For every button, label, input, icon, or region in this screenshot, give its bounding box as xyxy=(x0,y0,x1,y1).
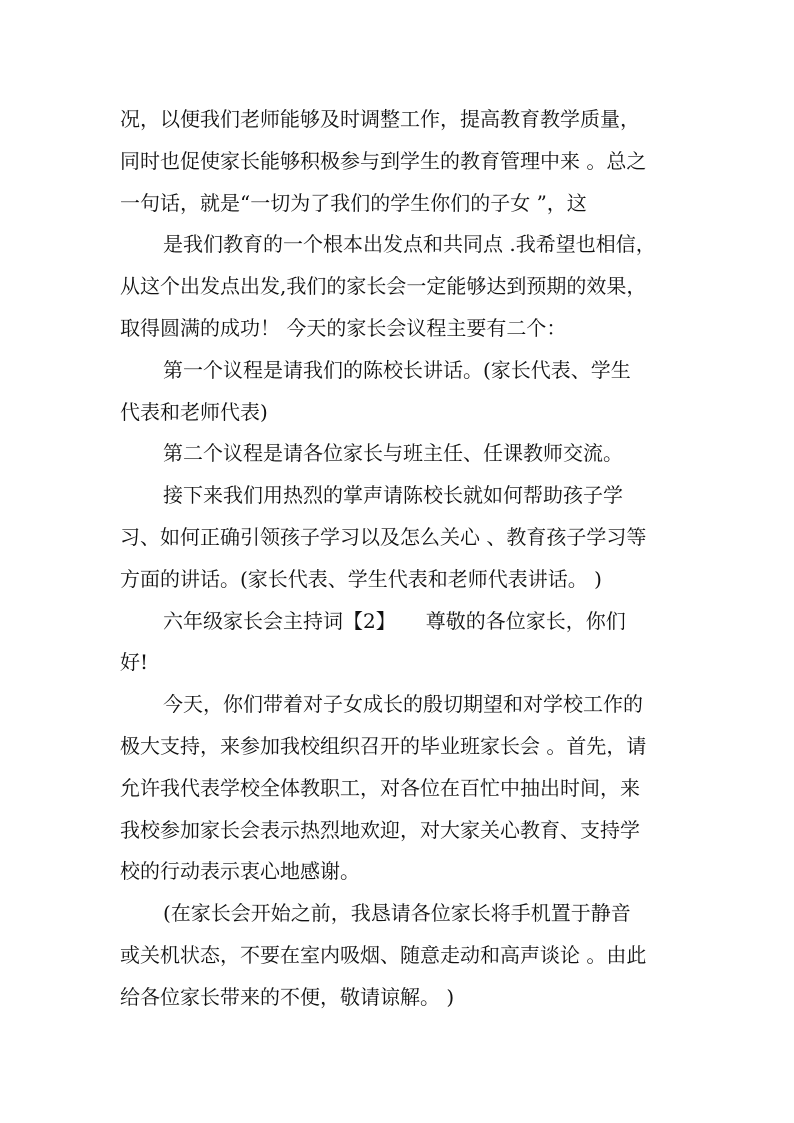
text-line: 极大支持，来参加我校组织召开的毕业班家长会 。首先，请 xyxy=(120,733,647,758)
text-line: 方面的讲话。(家长代表、学生代表和老师代表讲话。 ) xyxy=(120,566,602,591)
text-line: 取得圆满的成功！ 今天的家长会议程主要有二个： xyxy=(120,315,567,340)
text-line: 六年级家长会主持词【2】 尊敬的各位家长，你们 xyxy=(163,608,626,633)
text-line: 接下来我们用热烈的掌声请陈校长就如何帮助孩子学 xyxy=(163,483,623,508)
text-line: 给各位家长带来的不便，敬请谅解。 ) xyxy=(120,984,455,1009)
text-line: (在家长会开始之前，我恳请各位家长将手机置于静音 xyxy=(163,901,631,926)
document-body xyxy=(120,99,680,1019)
text-line: 从这个出发点出发,我们的家长会一定能够达到预期的效果， xyxy=(120,274,647,299)
text-line: 好! xyxy=(120,650,149,675)
text-line: 或关机状态，不要在室内吸烟、随意走动和高声谈论 。由此 xyxy=(120,942,647,967)
text-line: 第一个议程是请我们的陈校长讲话。(家长代表、学生 xyxy=(163,357,631,382)
text-line: 第二个议程是请各位家长与班主任、任课教师交流。 xyxy=(163,441,623,466)
text-line: 况，以便我们老师能够及时调整工作，提高教育教学质量， xyxy=(120,107,640,131)
text-line: 习、如何正确引领孩子学习以及怎么关心 、教育孩子学习等 xyxy=(120,524,647,549)
text-line: 代表和老师代表) xyxy=(120,399,268,424)
text-line: 同时也促使家长能够积极参与到学生的教育管理中来 。总之 xyxy=(120,148,647,173)
text-line: 校的行动表示衷心地感谢。 xyxy=(120,859,360,884)
text-line: 今天，你们带着对子女成长的殷切期望和对学校工作的 xyxy=(163,692,643,717)
text-line: 我校参加家长会表示热烈地欢迎，对大家关心教育、支持学 xyxy=(120,817,640,842)
text-line: 是我们教育的一个根本出发点和共同点 .我希望也相信， xyxy=(163,232,656,257)
text-line: 一句话，就是“一切为了我们的学生你们的子女 ”，这 xyxy=(120,190,587,215)
text-line: 允许我代表学校全体教职工，对各位在百忙中抽出时间，来 xyxy=(120,775,640,800)
